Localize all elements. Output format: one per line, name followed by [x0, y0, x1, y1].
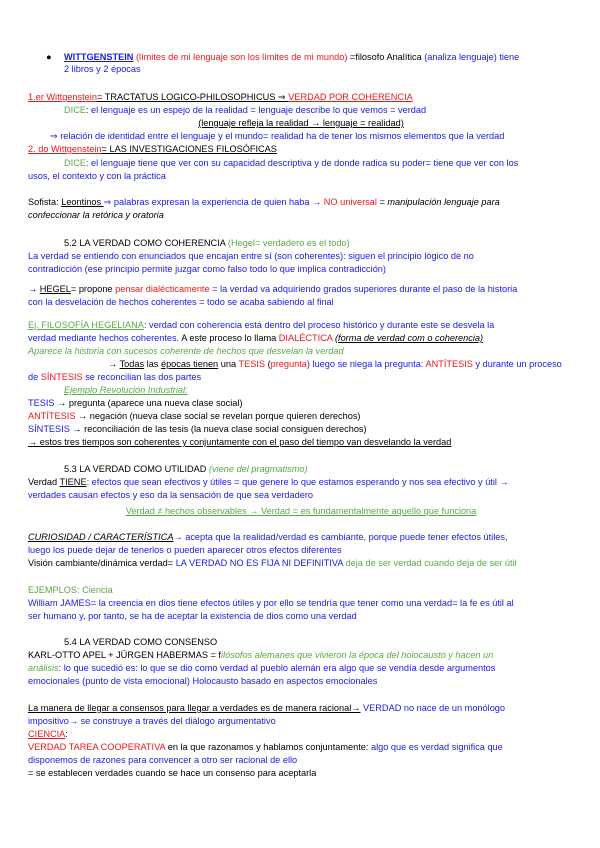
text-span: CURIOSIDAD / CARACTERÍSTICA [28, 532, 174, 542]
text-span: y durante un proceso [472, 359, 562, 369]
section-heading-5-3 [28, 464, 600, 476]
text-span: = LAS INVESTIGACIONES FILOSÓFICAS [101, 144, 277, 154]
text-span: no nace de un monólogo [401, 703, 506, 713]
text-span: =filosofo Analítica [347, 52, 425, 62]
text-span: (viene del pragmatismo) [209, 464, 308, 474]
text-span: : verdad con coherencia está dentro del proceso histórico y durante este se desvela la [143, 320, 495, 330]
text-line [28, 506, 574, 518]
text-span: VERDAD TAREA COOPERATIVA [28, 742, 166, 752]
text-line [28, 650, 574, 662]
hegel-line [28, 284, 574, 296]
text-span: ilósofos alemanes que vivieron la época del holocausto y hacen un [221, 650, 494, 660]
text-span: deja de ser verdad cuando deja de ser útil [342, 558, 517, 568]
text-span: VERDAD [360, 703, 402, 713]
text-span: Aparece la historia con sucesos coherente de hechos que desvelan la verdad [28, 346, 344, 356]
text-span: SÍNTESIS [28, 424, 70, 434]
text-line [28, 398, 574, 410]
text-line [28, 333, 574, 345]
text-line [28, 742, 574, 754]
text-line [28, 437, 574, 449]
text-span: = manipulación lenguaje para [376, 197, 500, 207]
text-span: ser humano y, por tanto, se ha de aceptar la existencia de dios como una verdad [28, 611, 357, 621]
wittgenstein-line [64, 52, 574, 64]
text-span: pensar dialécticamente [115, 284, 210, 294]
text-line [28, 118, 574, 130]
text-span: Verdad ≠ hechos observables → Verdad = es fundamentalmente aquello que funciona [125, 506, 477, 516]
text-span: DICE [64, 105, 86, 115]
text-line [28, 585, 574, 597]
first-wittgenstein-line [28, 92, 574, 104]
text-span: Leontinos [61, 197, 104, 207]
text-span: algo que es verdad significa que [371, 742, 503, 752]
text-span: en la que razonamos y hablamos conjuntamente: [165, 742, 371, 752]
text-span: 5.2 LA VERDAD COMO COHERENCIA [64, 238, 228, 248]
text-span: 2. do Wittgenstein [28, 144, 102, 154]
text-span: disponemos de razones para convencer a otro ser racional de ello [28, 755, 298, 765]
text-span: ANTÍTESIS [425, 359, 473, 369]
text-span: : [65, 729, 68, 739]
text-line [28, 676, 574, 688]
text-span: → reconciliación de las tesis (la nueva clase social consiguen derechos) [69, 424, 367, 434]
text-span: = la verdad va adquiriendo grados superiores durante el paso de la historia [209, 284, 518, 294]
text-line [28, 545, 574, 557]
text-span: : efectos que sean efectivos y útiles = que genere lo que estamos esperando y nos sea efectivo y útil → [86, 477, 509, 487]
text-span: Ejemplo Revolución Industrial: [64, 385, 188, 395]
text-span: William JAMES= la creencia en dios tiene efectos útiles y por ello se tendría que tener como una verdad= la fe es útil al [28, 598, 514, 608]
bullet: ● [46, 52, 52, 62]
text-span: (lenguaje refleja la realidad → lenguaje = realidad) [198, 118, 404, 128]
text-span: = propone [70, 284, 116, 294]
text-line [64, 64, 574, 76]
text-span: → estos tres tiempos son coherentes y conjuntamente con el paso del tiempo van desvelando la verdad [28, 437, 452, 447]
text-span: Ej. FILOSOFÍA HEGELIANA [28, 320, 144, 330]
text-span: : lo que sucedió es: lo que se dio como verdad al pueblo alemán era algo que se vendía desde argumentos [58, 663, 496, 673]
text-line [28, 385, 600, 397]
text-span: A este proceso lo llama [179, 333, 279, 343]
text-line [28, 532, 574, 544]
text-span: CIENCIA [28, 729, 66, 739]
text-span: VERDAD POR COHERENCIA [288, 92, 413, 102]
text-span: ANTÍTESIS [28, 411, 76, 421]
text-span: LA VERDAD NO ES FIJA NI DEFINITIVA [175, 558, 343, 568]
text-line [28, 703, 574, 715]
text-line [28, 558, 574, 570]
text-line [28, 768, 574, 780]
text-span: DIALÉCTICA [278, 333, 335, 343]
text-span: pregunta [270, 359, 307, 369]
text-span: épocas tienen [160, 359, 219, 369]
text-span: 1.er Wittgenstein [28, 92, 97, 102]
text-span: usos, el contexto y con la práctica [28, 171, 166, 181]
text-span: una [218, 359, 239, 369]
text-span: La manera de llegar a consensos para llegar a verdades es de manera racional→ [28, 703, 361, 713]
text-span: = se establecen verdades cuando se hace un consenso para aceptarla [28, 768, 317, 778]
section-heading-5-2 [28, 238, 600, 250]
text-span: (Hegel= verdadero es el todo) [227, 238, 350, 248]
sofista-line [28, 197, 574, 209]
text-line [28, 663, 574, 675]
text-span: NO universal [323, 197, 377, 207]
text-span: DICE [64, 158, 86, 168]
text-span: Verdad [28, 477, 60, 487]
text-line [28, 598, 574, 610]
wittgenstein-heading: WITTGENSTEIN [64, 52, 134, 62]
text-line [28, 477, 574, 489]
text-line [28, 158, 600, 170]
text-line [28, 411, 574, 423]
text-span: → negación (nueva clase social se revelan porque quieren derechos) [75, 411, 361, 421]
section-heading-5-4 [28, 637, 600, 649]
text-line [28, 716, 574, 728]
text-span: : el lenguaje es un espejo de la realidad = lenguaje describe lo que vemos = verdad [85, 105, 427, 115]
text-span: HEGEL [39, 284, 71, 294]
text-line [28, 264, 574, 276]
text-line [28, 755, 574, 767]
text-span: → pregunta (aparece una nueva clase social) [54, 398, 243, 408]
text-span: verdades causan efectos y eso da la sensación de que sea verdadero [28, 490, 314, 500]
text-span: (límites de mi lenguaje son los límites de mi mundo) [133, 52, 348, 62]
text-span: SÍNTESIS [40, 372, 83, 382]
second-wittgenstein-line [28, 144, 574, 156]
text-span: 5.4 LA VERDAD COMO CONSENSO [64, 637, 218, 647]
text-span: TESIS [238, 359, 266, 369]
text-line [28, 171, 574, 183]
text-span: TESIS [28, 398, 55, 408]
text-span: : el lenguaje tiene que ver con su capacidad descriptiva y de donde radica su poder= tiene que ver con los [85, 158, 519, 168]
text-span: → [28, 284, 40, 294]
text-span: con la desvelación de hechos coherentes = todo se acaba sabiendo al final [28, 297, 334, 307]
text-span: impositivo→ se construye a través del diálogo argumentativo [28, 716, 276, 726]
text-span: 2 libros y 2 épocas [64, 64, 141, 74]
text-line [28, 251, 574, 263]
text-span: Sofista: [28, 197, 62, 207]
text-span: verdad mediante hechos coherentes. [28, 333, 180, 343]
text-line [28, 372, 574, 384]
hegelian-example-line [28, 320, 574, 332]
text-span: confeccionar la retórica y oratoria [28, 210, 164, 220]
text-span: las [144, 359, 161, 369]
text-span: = TRACTATUS LOGICO-PHILOSOPHICUS ⇒ [96, 92, 289, 102]
text-span: (forma de verdad com o coherencia) [334, 333, 484, 343]
text-span: La verdad se entiendo con enunciados que encajan entre sí (son coherentes): siguen el principio lógico de no [28, 251, 474, 261]
text-span: análisis [28, 663, 59, 673]
text-line [28, 729, 574, 741]
text-span: 5.3 LA VERDAD COMO UTILIDAD [64, 464, 209, 474]
text-span: (analiza lenguaje) tiene [424, 52, 520, 62]
text-line [28, 424, 574, 436]
text-line [28, 297, 574, 309]
text-line [28, 105, 600, 117]
text-span: de [28, 372, 41, 382]
text-span: → [108, 359, 120, 369]
text-span: contradicción (ese principio permite juzgar como falso todo lo que implica contradicción) [28, 264, 386, 274]
text-line [28, 346, 574, 358]
text-span: → acepta que la realidad/verdad es cambiante, porque puede tener efectos útiles, [173, 532, 508, 542]
text-line [28, 131, 596, 143]
text-span: se reconcilian las dos partes [82, 372, 202, 382]
text-span: ⇒ relación de identidad entre el lenguaje y el mundo= realidad ha de tener los mismos elementos que la verdad [50, 131, 505, 141]
text-span: luego los puede dejar de tenerlos o pueden aparecer otros efectos diferentes [28, 545, 342, 555]
text-span: KARL-OTTO APEL + JÜRGEN HABERMAS = f [28, 650, 221, 660]
text-span: ( [265, 359, 271, 369]
text-line [28, 490, 574, 502]
text-span: TIENE [59, 477, 87, 487]
text-span: emocionales (punto de vista emocional) Holocausto basado en aspectos emocionales [28, 676, 378, 686]
text-span: ⇒ palabras expresan la experiencia de quien haba → [103, 197, 324, 207]
text-span: EJEMPLOS: Ciencia [28, 585, 113, 595]
text-line [28, 210, 574, 222]
thesis-line [28, 359, 574, 371]
text-line [28, 611, 574, 623]
text-span: ) luego se niega la pregunta: [306, 359, 426, 369]
text-span: Todas [119, 359, 145, 369]
text-span: Visión cambiante/dinámica verdad= [28, 558, 176, 568]
